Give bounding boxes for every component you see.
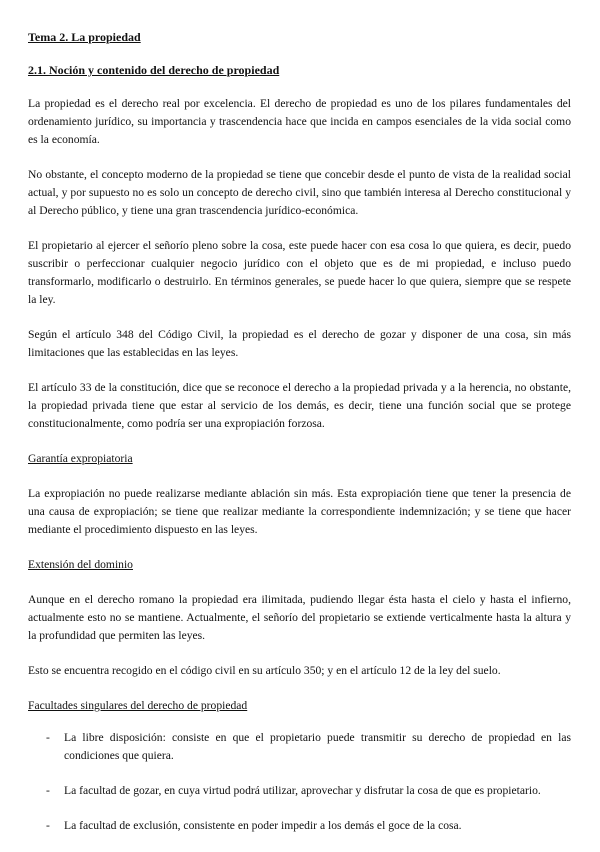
subheading-garantia: Garantía expropiatoria	[28, 452, 133, 465]
list-item-text: La facultad de exclusión, consistente en poder impedir a los demás el goce de la cosa.	[64, 819, 462, 832]
paragraph: Esto se encuentra recogido en el código civil en su artículo 350; y en el artículo 12 de la ley del suelo.	[28, 664, 501, 677]
list-item-text: La libre disposición: consiste en que el propietario puede transmitir su derecho de propiedad en las condiciones que quiera.	[64, 731, 571, 762]
list-bullet: -	[46, 784, 50, 797]
paragraph: La expropiación no puede realizarse mediante ablación sin más. Esta expropiación tiene que tener la presencia de una causa de expropiación; se tiene que realizar mediante la correspondiente indemnización; y se tiene que hacer mediante el procedimiento dispuesto en las leyes.	[28, 487, 571, 536]
list-item-text: La facultad de gozar, en cuya virtud podrá utilizar, aprovechar y disfrutar la cosa de que es propietario.	[64, 784, 541, 797]
list-bullet: -	[46, 731, 50, 744]
section-title: 2.1. Noción y contenido del derecho de propiedad	[28, 63, 280, 77]
list-item	[28, 729, 571, 765]
paragraph: La propiedad es el derecho real por excelencia. El derecho de propiedad es uno de los pilares fundamentales del ordenamiento jurídico, su importancia y trascendencia hace que incida en campos esenciales de la vida social como es la economía.	[28, 97, 571, 146]
list-item	[28, 817, 571, 835]
subheading-facultades: Facultades singulares del derecho de propiedad	[28, 699, 248, 712]
paragraph: El artículo 33 de la constitución, dice que se reconoce el derecho a la propiedad privada y a la herencia, no obstante, la propiedad privada tiene que estar al servicio de los demás, es decir, tiene una función social que se protege constitucionalmente, como podría ser una expropiación forzosa.	[28, 381, 571, 430]
paragraph: No obstante, el concepto moderno de la propiedad se tiene que concebir desde el punto de vista de la realidad social actual, y por supuesto no es solo un concepto de derecho civil, sino que también interesa al Derecho constitucional y al Derecho público, y tiene una gran trascendencia jurídico-económica.	[28, 168, 571, 217]
paragraph: El propietario al ejercer el señorío pleno sobre la cosa, este puede hacer con esa cosa lo que quiera, es decir, puedo suscribir o perfeccionar cualquier negocio jurídico con el objeto que es de mi propiedad, e incluso puedo transformarlo, modificarlo o destruirlo. En términos generales, se puede hacer lo que quiera, siempre que se respete la ley.	[28, 239, 571, 306]
subheading-extension: Extensión del dominio	[28, 558, 133, 571]
facultades-list	[28, 729, 571, 835]
list-item	[28, 782, 571, 800]
paragraph: Según el artículo 348 del Código Civil, la propiedad es el derecho de gozar y disponer de una cosa, sin más limitaciones que las establecidas en las leyes.	[28, 328, 571, 359]
list-bullet: -	[46, 819, 50, 832]
document-page	[28, 28, 571, 852]
paragraph: Aunque en el derecho romano la propiedad era ilimitada, pudiendo llegar ésta hasta el cielo y hasta el infierno, actualmente esto no se mantiene. Actualmente, el señorío del propietario se extiende verticalmente hasta la altura y la profundidad que permiten las leyes.	[28, 593, 571, 642]
document-title: Tema 2. La propiedad	[28, 30, 141, 44]
